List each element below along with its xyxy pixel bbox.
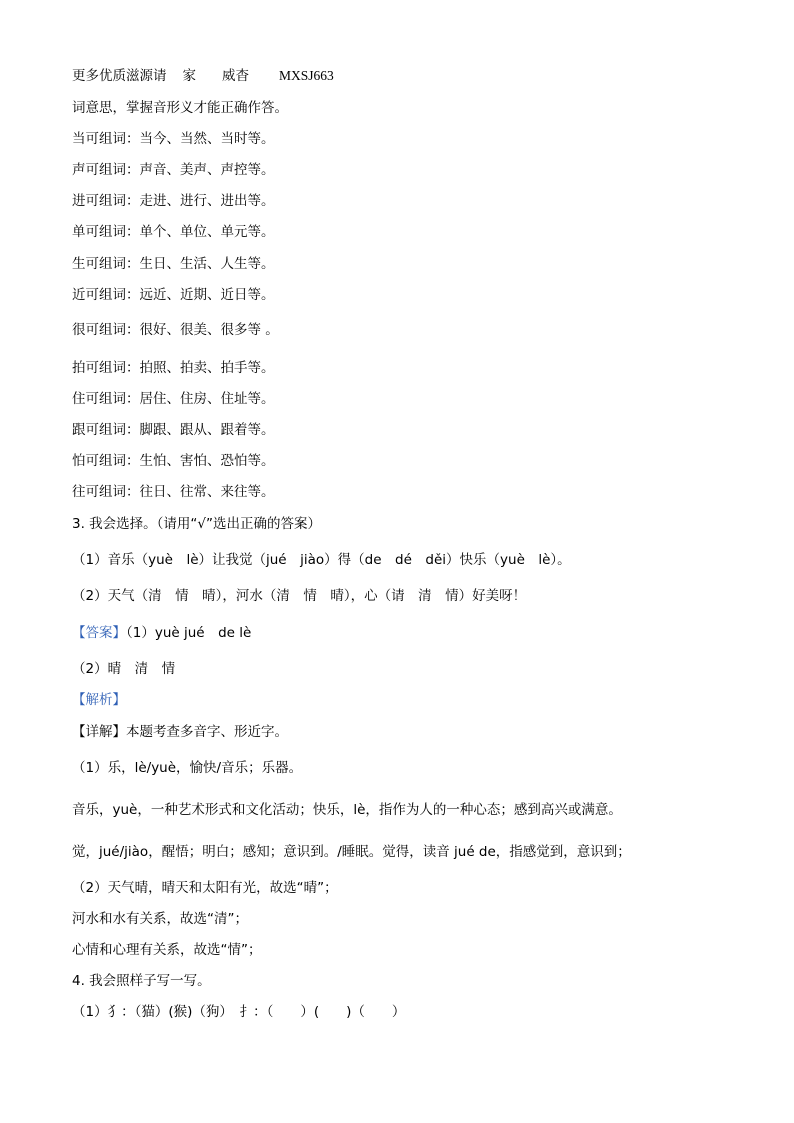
explain-line: 音乐，yuè，一种艺术形式和文化活动；快乐，lè，指作为人的一种心态；感到高兴或满意。	[72, 802, 622, 818]
question-3-item-1: （1）音乐（yuè lè）让我觉（jué jiào）得（de dé děi）快乐（yuè lè）。	[72, 552, 571, 568]
header-text-2: 家	[182, 68, 196, 84]
page-header	[72, 66, 334, 86]
text-line: 跟可组词：脚跟、跟从、跟着等。	[72, 422, 275, 438]
question-4-title: 4. 我会照样子写一写。	[72, 973, 211, 989]
analysis-label: 【解析】	[72, 692, 126, 708]
answer-text: （1）yuè jué de lè	[126, 625, 252, 641]
answer-label: 【答案】	[72, 625, 126, 641]
detail-text: 本题考查多音字、形近字。	[126, 724, 288, 740]
question-3-title: 3. 我会选择。（请用“√”选出正确的答案）	[72, 516, 322, 532]
header-code: MXSJ663	[279, 68, 334, 83]
text-line: 进可组词：走进、进行、进出等。	[72, 193, 275, 209]
text-line: 怕可组词：生怕、害怕、恐怕等。	[72, 453, 275, 469]
detail-label: 【详解】	[72, 724, 126, 740]
explain-line: 河水和水有关系，故选“清”；	[72, 911, 248, 927]
text-line: 很可组词：很好、很美、很多等 。	[72, 322, 279, 338]
question-4-item-1: （1）犭：（猫）(猴)（狗） 扌：（ ）( )（ ）	[72, 1004, 406, 1020]
explain-line: 心情和心理有关系，故选“情”；	[72, 942, 262, 958]
text-line: 当可组词：当今、当然、当时等。	[72, 131, 275, 147]
text-line: 往可组词：往日、往常、来往等。	[72, 484, 275, 500]
question-3-item-2: （2）天气（清 情 晴），河水（清 情 晴），心（请 清 情）好美呀！	[72, 588, 527, 604]
answer-line-2: （2）晴 清 情	[72, 661, 176, 677]
text-line: 词意思，掌握音形义才能正确作答。	[72, 100, 288, 116]
text-line: 单可组词：单个、单位、单元等。	[72, 224, 275, 240]
text-line: 声可组词：声音、美声、声控等。	[72, 162, 275, 178]
explain-line: 觉，jué/jiào，醒悟；明白；感知；意识到。/睡眠。觉得，读音 jué de，指感觉到，意识到；	[72, 844, 631, 860]
text-line: 近可组词：远近、近期、近日等。	[72, 287, 275, 303]
text-line: 住可组词：居住、住房、住址等。	[72, 391, 275, 407]
header-text-1: 更多优质滋源请	[72, 68, 167, 84]
explain-line: （2）天气晴，晴天和太阳有光，故选“晴”；	[72, 880, 338, 896]
text-line: 生可组词：生日、生活、人生等。	[72, 256, 275, 272]
detail-line	[72, 722, 288, 742]
header-text-3: 威杳	[222, 68, 249, 84]
answer-line	[72, 623, 251, 643]
text-line: 拍可组词：拍照、拍卖、拍手等。	[72, 360, 275, 376]
explain-line: （1）乐，lè/yuè，愉快/音乐；乐器。	[72, 760, 303, 776]
